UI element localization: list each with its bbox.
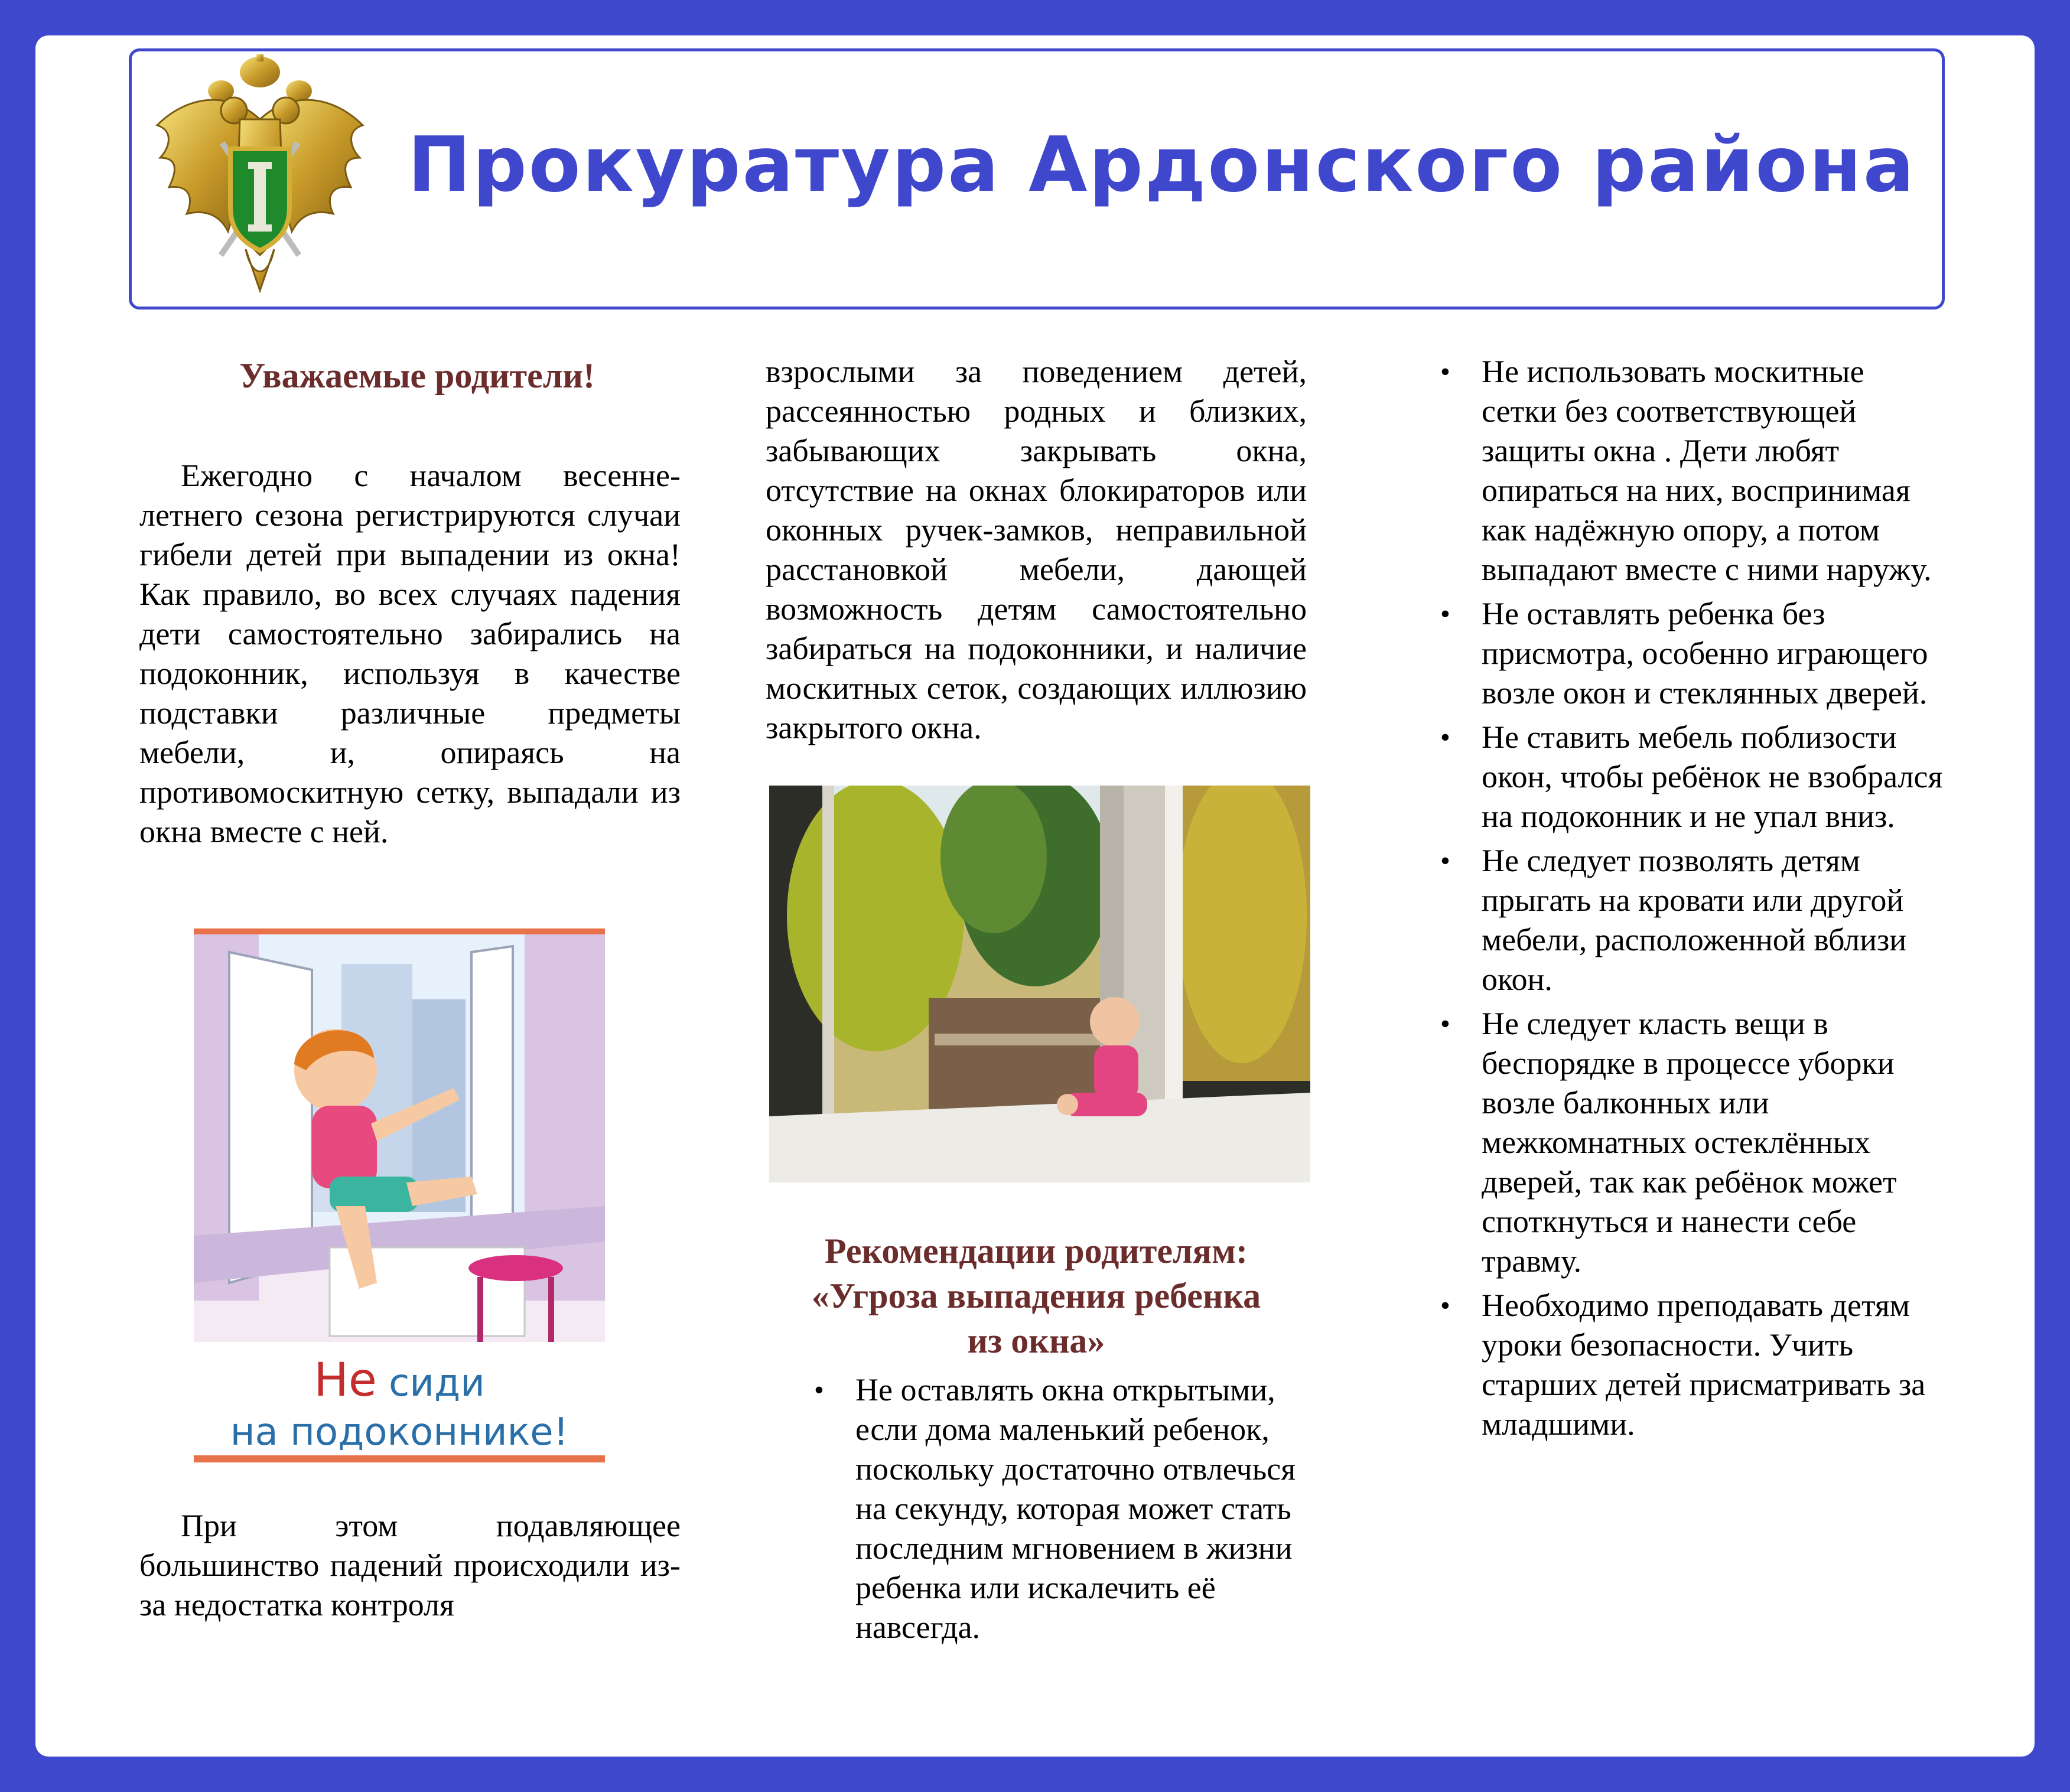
bullet-icon: • <box>1440 1008 1450 1040</box>
list-item-text: Не использовать москитные сетки без соответствующей защиты окна . Дети любят опираться на них, воспринимая как надёжную опору, а потом выпадают вместе с ними наружу. <box>1482 354 1932 587</box>
list-item-text: Не ставить мебель поблизости окон, чтобы ребёнок не взобрался на подоконник и не упал вниз. <box>1482 719 1943 834</box>
recommendations-heading-line3: из окна» <box>967 1321 1105 1360</box>
list-item <box>1436 594 1944 713</box>
bullet-icon: • <box>1440 356 1450 387</box>
list-item <box>809 1370 1329 1647</box>
recommendations-heading-line2: «Угроза выпадения ребенка <box>811 1276 1261 1315</box>
middle-paragraph: взрослыми за поведением детей, рассеянностью родных и близких, забывающих закрывать окна, отсутствие на окнах блокираторов или оконных ручек-замков, неправильной расстановкой мебели, дающей возможность детям самостоятельно забираться на подоконники, и наличие москитных сеток, создающих иллюзию закрытого окна. <box>766 354 1307 745</box>
list-item-text: Необходимо преподавать детям уроки безопасности. Учить старших детей присматривать за младшими. <box>1482 1288 1926 1442</box>
recommendations-heading-line1: Рекомендации родителям: <box>825 1231 1248 1270</box>
left-paragraph-2: При этом подавляющее большинство падений происходили из-за недостатка контроля <box>139 1508 681 1622</box>
bullet-icon: • <box>1440 598 1450 630</box>
list-item <box>1436 1004 1944 1281</box>
prosecutor-emblem-icon <box>151 54 369 297</box>
left-paragraph-1: Ежегодно с началом весенне-летнего сезона регистрируются случаи гибели детей при выпадении из окна! Как правило, во всех случаях падения дети самостоятельно забирались на подоконник, используя в качестве подставки различные предметы мебели, и, опираясь на противомоскитную сетку, выпадали из окна вместе с ней. <box>139 458 681 849</box>
list-item-text: Не следует класть вещи в беспорядке в процессе уборки возле балконных или межкомнатных остеклённых дверей, так как ребёнок может споткнуться и нанести себе травму. <box>1482 1006 1897 1279</box>
list-item <box>1436 841 1944 999</box>
page-title: Прокуратура Ардонского района <box>408 121 1916 209</box>
card-caption-line2: на подоконнике! <box>230 1410 569 1454</box>
bullet-icon: • <box>1440 722 1450 753</box>
list-item-text: Не следует позволять детям прыгать на кровати или другой мебели, расположенной вблизи окон. <box>1482 843 1907 997</box>
recommendations-heading <box>766 1229 1307 1363</box>
card-caption-line1 <box>194 1354 605 1407</box>
left-heading: Уважаемые родители! <box>239 356 595 395</box>
list-item <box>1436 718 1944 836</box>
list-item <box>1436 1286 1944 1444</box>
bullet-icon: • <box>1440 845 1450 877</box>
list-item <box>1436 352 1944 589</box>
right-recommendations-list <box>1436 352 1944 1449</box>
bullet-icon: • <box>814 1374 824 1406</box>
list-item-text: Не оставлять ребенка без присмотра, особенно играющего возле окон и стеклянных дверей. <box>1482 596 1928 711</box>
card-illustration <box>194 928 605 1467</box>
card-caption-blue-word: сиди <box>389 1361 485 1405</box>
card-caption-red-word: Не <box>314 1354 377 1407</box>
bullet-icon: • <box>1440 1290 1450 1321</box>
window-doll-photo <box>769 786 1310 1182</box>
list-item-text: Не оставлять окна открытыми, если дома маленький ребенок, поскольку достаточно отвлечься на секунду, которая может стать последним мгновением в жизни ребенка или искалечить её навсегда. <box>855 1372 1296 1645</box>
middle-recommendations-list <box>809 1370 1329 1652</box>
child-on-windowsill-illustration <box>194 928 605 1342</box>
